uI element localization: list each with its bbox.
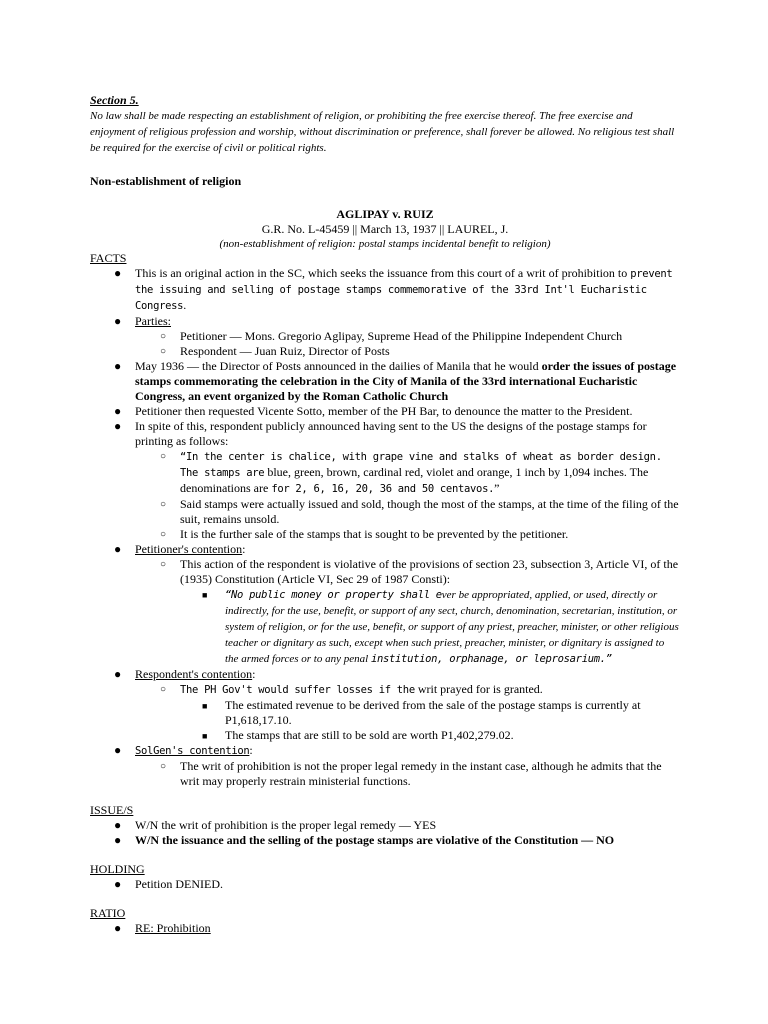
respondent-text: Respondent — Juan Ruiz, Director of Posts xyxy=(180,344,390,358)
list-item xyxy=(90,404,680,419)
list-item xyxy=(135,329,680,344)
fact-text: Said stamps were actually issued and sold, though the most of the stamps, at the time of the filing of the suit, remains unsold. xyxy=(180,497,679,526)
list-item xyxy=(90,877,680,892)
fact-text: prevent the issuing and selling of postage stamps commemorative of the 33rd Int'l Eucharistic Congress xyxy=(135,268,673,312)
case-citation: G.R. No. L-45459 || March 13, 1937 || LAUREL, J. xyxy=(261,222,509,236)
list-item xyxy=(180,587,680,667)
bullet-icon: ● xyxy=(114,266,122,280)
square-bullet-icon: ■ xyxy=(202,701,208,711)
circle-bullet-icon: ○ xyxy=(160,346,167,357)
list-item xyxy=(90,667,680,743)
respondent-contention-list xyxy=(135,682,680,743)
constitution-quote: “No public money or property shall e xyxy=(225,589,442,601)
petitioner-contention-label: Petitioner's contention xyxy=(135,542,243,556)
circle-bullet-icon: ○ xyxy=(160,451,167,462)
circle-bullet-icon: ○ xyxy=(160,499,167,510)
fact-text: In spite of this, respondent publicly announced having sent to the US the designs of the postage stamps for printing as follows: xyxy=(135,419,647,448)
revenue-text: The estimated revenue to be derived from the sale of the postage stamps is currently at P1,618,17.10. xyxy=(225,698,641,727)
ratio-list xyxy=(90,921,680,936)
list-item xyxy=(90,921,680,936)
respondent-contention-label: Respondent's contention xyxy=(135,667,253,681)
bullet-icon: ● xyxy=(114,877,122,891)
document-page xyxy=(90,93,680,936)
list-item xyxy=(135,497,680,527)
list-item xyxy=(180,698,680,728)
petitioner-text: Petitioner — Mons. Gregorio Aglipay, Supreme Head of the Philippine Independent Church xyxy=(180,329,623,343)
solgen-contention-list xyxy=(135,759,680,789)
stamp-details-list xyxy=(135,449,680,542)
list-item xyxy=(90,833,680,848)
list-item xyxy=(90,818,680,833)
list-item xyxy=(135,344,680,359)
circle-bullet-icon: ○ xyxy=(160,529,167,540)
ratio-label: RATIO xyxy=(90,906,126,920)
facts-label: FACTS xyxy=(90,251,127,265)
parties-label: Parties: xyxy=(135,314,171,328)
square-bullet-icon: ■ xyxy=(202,590,208,600)
colon: : xyxy=(252,667,256,681)
circle-bullet-icon: ○ xyxy=(160,559,167,570)
fact-text: order the issues of postage stamps commemorating the celebration in the City of Manila of the 33rd international Eucharistic Congress, an event organized by the Roman Catholic Church xyxy=(135,359,677,403)
list-item xyxy=(135,527,680,542)
bullet-icon: ● xyxy=(114,314,122,328)
stamp-design-text: “In the center is chalice, with grape vine and stalks of wheat as border design. The stamps are xyxy=(180,451,662,479)
list-item xyxy=(90,266,680,314)
circle-bullet-icon: ○ xyxy=(160,684,167,695)
fact-text: Petitioner then requested Vicente Sotto, member of the PH Bar, to denounce the matter to the President. xyxy=(135,404,633,418)
section-heading: Section 5. xyxy=(90,93,139,107)
colon: : xyxy=(242,542,246,556)
bullet-icon: ● xyxy=(114,818,122,832)
circle-bullet-icon: ○ xyxy=(160,761,167,772)
bullet-icon: ● xyxy=(114,743,122,757)
list-item xyxy=(135,682,680,743)
list-item xyxy=(90,419,680,542)
list-item xyxy=(135,449,680,497)
list-item xyxy=(90,743,680,789)
holding-list xyxy=(90,877,680,892)
bullet-icon: ● xyxy=(114,921,122,935)
fact-text: It is the further sale of the stamps that is sought to be prevented by the petitioner. xyxy=(180,527,569,541)
section-text: No law shall be made respecting an establishment of religion, or prohibiting the free exercise thereof. The free exercise and enjoyment of religious profession and worship, without discrimination or preference, shall forever be allowed. No religious test shall be required for the exercise of civil or political rights. xyxy=(90,110,675,154)
contention-text: The PH Gov't would suffer losses if the xyxy=(180,684,415,696)
stamp-design-text: blue, green, brown, cardinal red, violet and orange, 1 inch by 1,094 inches. The denominations are xyxy=(180,465,649,495)
case-header xyxy=(90,207,680,251)
issues-label: ISSUE/S xyxy=(90,803,134,817)
contention-text: The writ of prohibition is not the proper legal remedy in the instant case, although he admits that the writ may properly restrain ministerial functions. xyxy=(180,759,662,788)
list-item xyxy=(135,557,680,667)
topic-heading: Non-establishment of religion xyxy=(90,174,242,188)
facts-list xyxy=(90,266,680,789)
square-bullet-icon: ■ xyxy=(202,731,208,741)
list-item xyxy=(90,359,680,404)
bullet-icon: ● xyxy=(114,404,122,418)
case-title: AGLIPAY v. RUIZ xyxy=(336,207,434,221)
bullet-icon: ● xyxy=(114,419,122,433)
solgen-contention-label: SolGen's contention xyxy=(135,745,250,757)
list-item xyxy=(90,542,680,667)
petitioner-contention-list xyxy=(135,557,680,667)
issue-text: W/N the issuance and the selling of the postage stamps are violative of the Constitution — NO xyxy=(135,833,615,847)
colon: : xyxy=(249,743,253,757)
holding-label: HOLDING xyxy=(90,862,145,876)
list-item xyxy=(90,314,680,359)
quote-list xyxy=(180,587,680,667)
issue-text: W/N the writ of prohibition is the proper legal remedy — YES xyxy=(135,818,437,832)
ratio-text: RE: Prohibition xyxy=(135,921,211,935)
constitution-quote: ver be appropriated, applied, or used, directly or indirectly, for the use, benefit, or support of any sect, church, denomination, secretarian, institution, or system of religion, or for the use, benefit, or support of any priest, preacher, minister, or other religious teacher or dignitary as such, except when such priest, preacher, minister, or dignitary is assigned to the armed forces or to any penal xyxy=(225,589,679,665)
fact-text: May 1936 — the Director of Posts announced in the dailies of Manila that he would xyxy=(135,359,542,373)
bullet-icon: ● xyxy=(114,833,122,847)
constitution-quote: institution, orphanage, or leprosarium.” xyxy=(370,653,612,665)
bullet-icon: ● xyxy=(114,359,122,373)
fact-text: . xyxy=(183,298,187,312)
revenue-list xyxy=(180,698,680,743)
fact-text: This is an original action in the SC, which seeks the issuance from this court of a writ of prohibition to xyxy=(135,266,631,280)
list-item xyxy=(135,759,680,789)
circle-bullet-icon: ○ xyxy=(160,331,167,342)
stamp-design-text: ” xyxy=(494,481,500,495)
bullet-icon: ● xyxy=(114,542,122,556)
parties-list xyxy=(135,329,680,359)
issues-list xyxy=(90,818,680,848)
stamp-design-text: for 2, 6, 16, 20, 36 and 50 centavos. xyxy=(271,483,495,495)
contention-text: This action of the respondent is violative of the provisions of section 23, subsection 3, Article VI, of the (1935) Constitution (Article VI, Sec 29 of 1987 Consti): xyxy=(180,557,679,586)
contention-text: writ prayed for is granted. xyxy=(414,682,543,696)
list-item xyxy=(180,728,680,743)
case-subtitle: (non-establishment of religion: postal stamps incidental benefit to religion) xyxy=(219,238,551,250)
revenue-text: The stamps that are still to be sold are worth P1,402,279.02. xyxy=(225,728,514,742)
holding-text: Petition DENIED. xyxy=(135,877,223,891)
bullet-icon: ● xyxy=(114,667,122,681)
